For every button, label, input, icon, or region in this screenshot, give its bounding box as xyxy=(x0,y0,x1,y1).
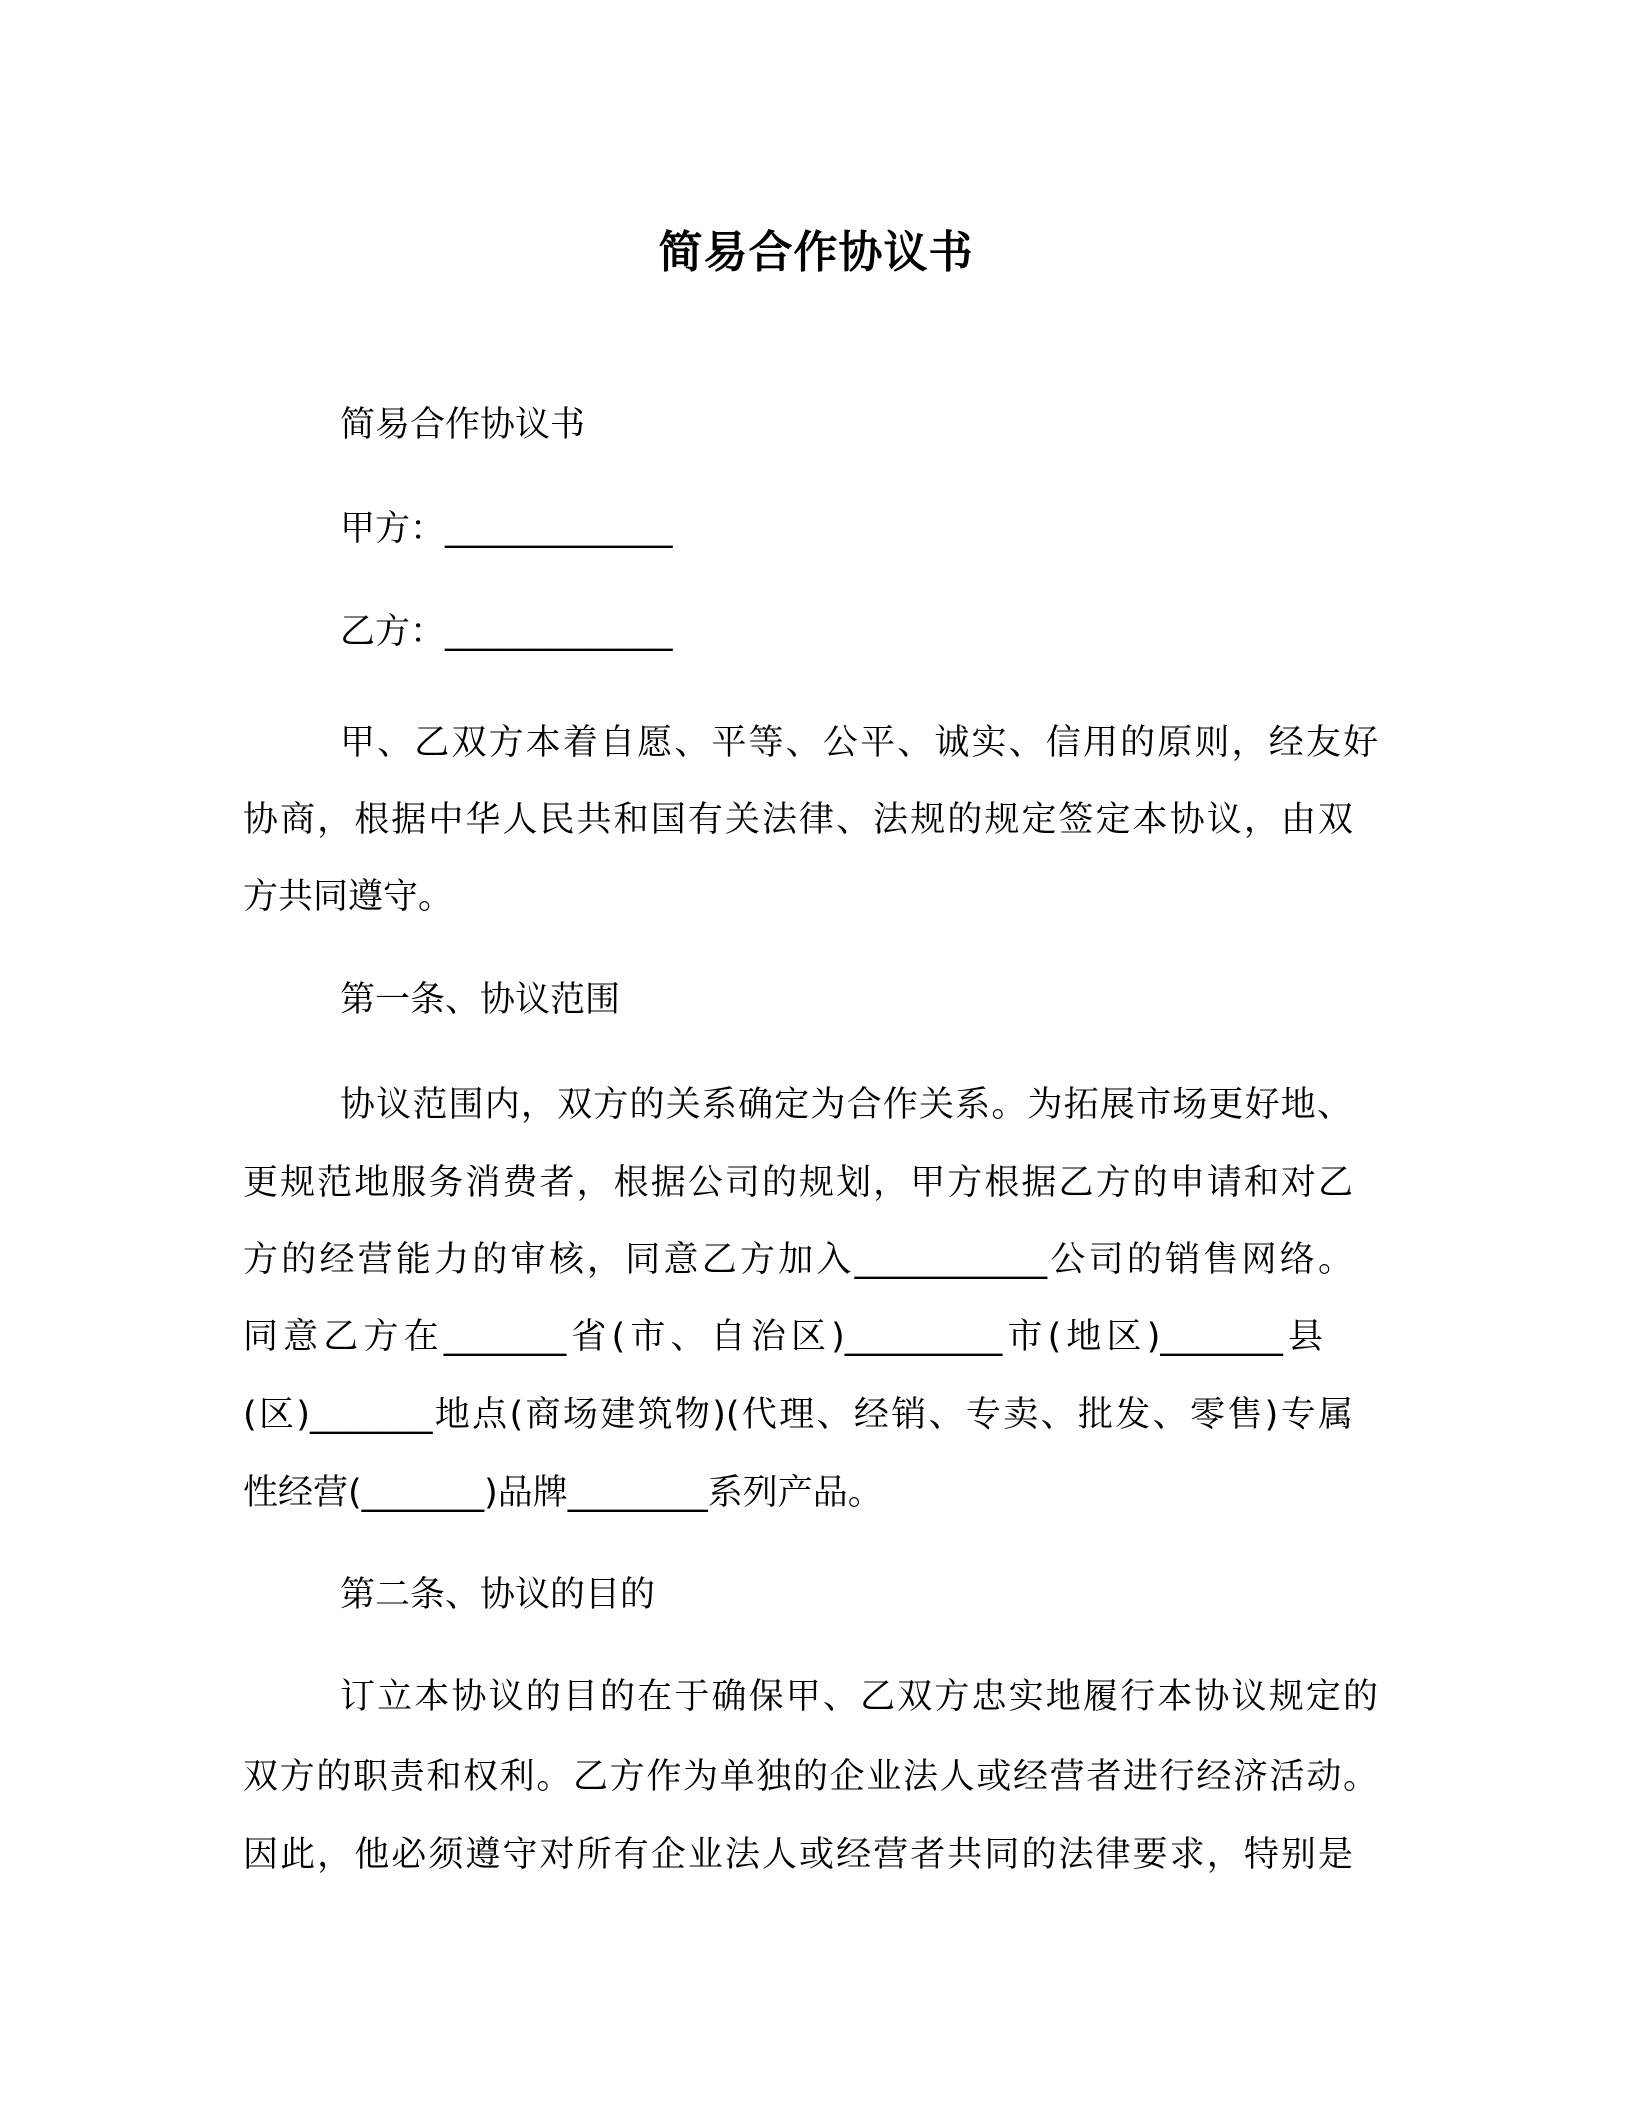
article-2-line: 因此，他必须遵守对所有企业法人或经营者共同的法律要求，特别是 xyxy=(243,1835,1353,1875)
preamble-line: 方共同遵守。 xyxy=(243,877,454,917)
party-a-label: 甲方： xyxy=(340,509,446,549)
article-1-line: 同意乙方在_______省(市、自治区)_________市(地区)_______县 xyxy=(243,1317,1323,1357)
party-b-blank: _____________ xyxy=(445,612,673,652)
article-1-line: 更规范地服务消费者，根据公司的规划，甲方根据乙方的申请和对乙 xyxy=(243,1163,1353,1203)
article-1-heading: 第一条、协议范围 xyxy=(340,980,621,1020)
party-a-field xyxy=(340,507,673,551)
article-2-line: 订立本协议的目的在于确保甲、乙双方忠实地履行本协议规定的 xyxy=(340,1677,1378,1717)
article-1-line: (区)_______地点(商场建筑物)(代理、经销、专卖、批发、零售)专属 xyxy=(243,1395,1353,1435)
party-b-label: 乙方： xyxy=(340,612,446,652)
article-1-line: 方的经营能力的审核，同意乙方加入___________公司的销售网络。 xyxy=(243,1240,1353,1280)
article-1-line: 性经营(_______)品牌________系列产品。 xyxy=(243,1473,883,1513)
document-subtitle: 简易合作协议书 xyxy=(340,405,586,445)
preamble-line: 协商，根据中华人民共和国有关法律、法规的规定签定本协议，由双 xyxy=(243,800,1353,840)
article-2-heading: 第二条、协议的目的 xyxy=(340,1575,656,1615)
party-b-field xyxy=(340,610,673,654)
party-a-blank: _____________ xyxy=(445,509,673,549)
preamble-line: 甲、乙双方本着自愿、平等、公平、诚实、信用的原则，经友好 xyxy=(340,723,1378,763)
document-title: 简易合作协议书 xyxy=(658,227,974,278)
article-1-line: 协议范围内，双方的关系确定为合作关系。为拓展市场更好地、 xyxy=(340,1085,1352,1125)
article-2-line: 双方的职责和权利。乙方作为单独的企业法人或经营者进行经济活动。 xyxy=(243,1757,1378,1797)
